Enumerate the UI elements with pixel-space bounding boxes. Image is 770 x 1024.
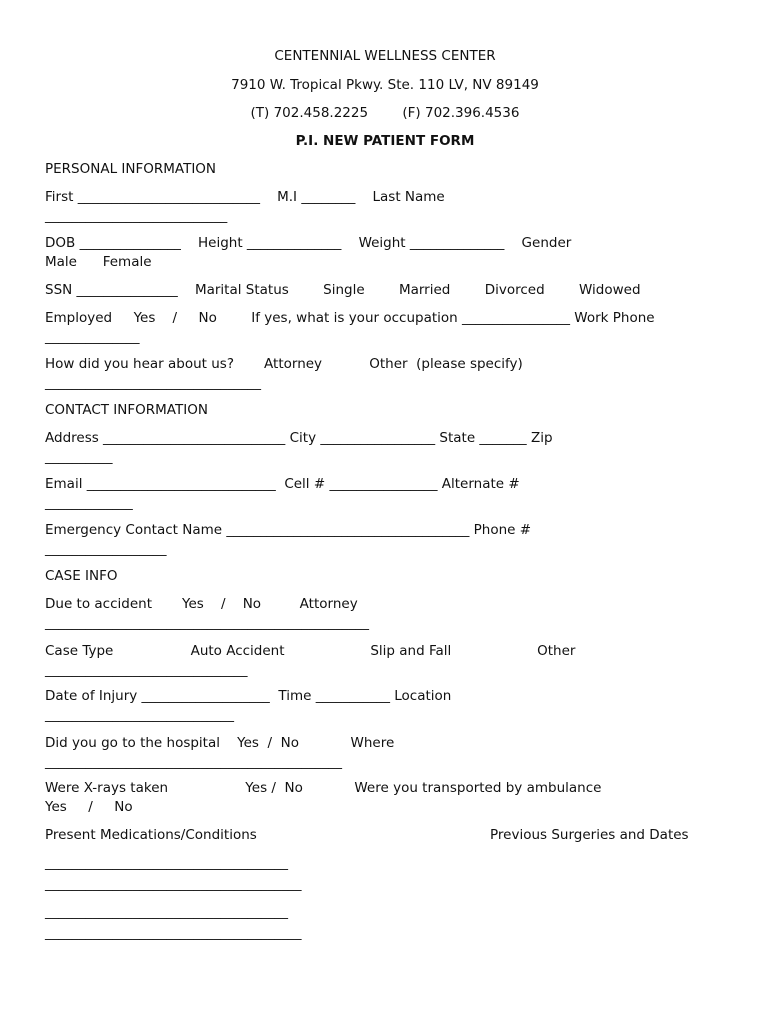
last-name-blank[interactable]: ___________________________ [45, 208, 228, 224]
attorney-blank[interactable]: ________________________________________________ [45, 615, 369, 631]
section-heading-personal: PERSONAL INFORMATION [45, 161, 217, 177]
org-address: 7910 W. Tropical Pkwy. Ste. 110 LV, NV 89149 [231, 77, 539, 93]
location-blank[interactable]: ____________________________ [45, 707, 234, 723]
gender-options[interactable]: Male Female [45, 254, 152, 270]
section-heading-contact: CONTACT INFORMATION [45, 402, 208, 418]
email-cell-fields[interactable]: Email ____________________________ Cell # ________________ Alternate # [45, 476, 520, 492]
alternate-phone-blank[interactable]: _____________ [45, 495, 133, 511]
medications-blank-3[interactable]: ____________________________________ [45, 904, 288, 920]
dob-height-weight-fields[interactable]: DOB _______________ Height ______________ Weight ______________ Gender [45, 235, 572, 251]
emergency-phone-blank[interactable]: __________________ [45, 541, 167, 557]
address-fields[interactable]: Address ___________________________ City _________________ State _______ Zip [45, 430, 553, 446]
hospital-where-blank[interactable]: ____________________________________________ [45, 754, 342, 770]
injury-date-fields[interactable]: Date of Injury ___________________ Time ___________ Location [45, 688, 452, 704]
ssn-marital-fields[interactable]: SSN _______________ Marital Status Single Married Divorced Widowed [45, 282, 641, 298]
zip-blank[interactable]: __________ [45, 449, 113, 465]
referral-fields[interactable]: How did you hear about us? Attorney Other (please specify) [45, 356, 523, 372]
referral-specify-blank[interactable]: ________________________________ [45, 375, 261, 391]
employment-fields[interactable]: Employed Yes / No If yes, what is your occupation ________________ Work Phone [45, 310, 655, 326]
case-type-fields[interactable]: Case Type Auto Accident Slip and Fall Other [45, 643, 576, 659]
medications-label: Present Medications/Conditions [45, 827, 257, 843]
section-heading-case: CASE INFO [45, 568, 118, 584]
medications-blank-4[interactable]: ______________________________________ [45, 925, 302, 941]
org-name: CENTENNIAL WELLNESS CENTER [274, 48, 496, 64]
medications-blank-1[interactable]: ____________________________________ [45, 855, 288, 871]
surgeries-label: Previous Surgeries and Dates [490, 827, 689, 843]
emergency-contact-fields[interactable]: Emergency Contact Name ____________________________________ Phone # [45, 522, 532, 538]
name-fields[interactable]: First ___________________________ M.I ________ Last Name [45, 189, 445, 205]
form-title: P.I. NEW PATIENT FORM [295, 133, 475, 149]
medications-blank-2[interactable]: ______________________________________ [45, 876, 302, 892]
xray-ambulance-fields[interactable]: Were X-rays taken Yes / No Were you transported by ambulance [45, 780, 602, 796]
work-phone-blank[interactable]: ______________ [45, 329, 140, 345]
hospital-fields[interactable]: Did you go to the hospital Yes / No Where [45, 735, 395, 751]
case-type-other-blank[interactable]: ______________________________ [45, 662, 248, 678]
ambulance-options[interactable]: Yes / No [45, 799, 133, 815]
org-phones: (T) 702.458.2225 (F) 702.396.4536 [250, 105, 520, 121]
accident-fields[interactable]: Due to accident Yes / No Attorney [45, 596, 358, 612]
